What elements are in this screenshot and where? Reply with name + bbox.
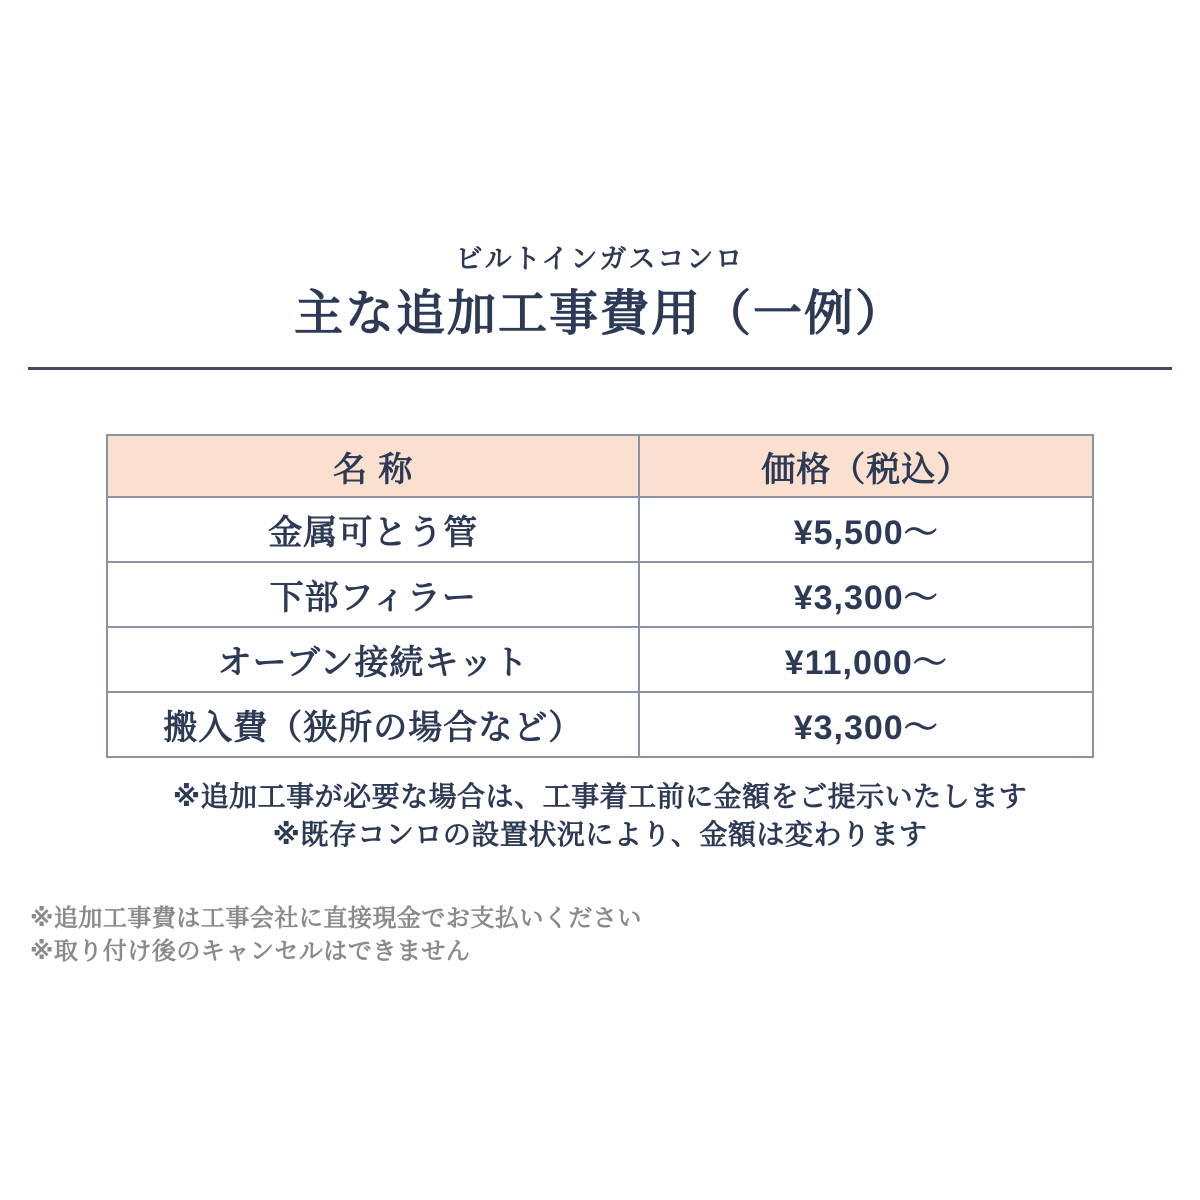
item-price: ¥3,300〜 xyxy=(639,692,1093,757)
table-row xyxy=(107,692,1093,757)
price-table xyxy=(106,434,1094,758)
footer-note-line: ※追加工事費は工事会社に直接現金でお支払いください xyxy=(30,905,642,932)
item-name: 搬入費（狭所の場合など） xyxy=(107,692,639,757)
item-price: ¥3,300〜 xyxy=(639,562,1093,627)
table-note-line: ※既存コンロの設置状況により、金額は変わります xyxy=(272,819,928,850)
table-notes xyxy=(0,778,1200,854)
footer-notes xyxy=(30,902,1200,968)
category-subtitle: ビルトインガスコンロ xyxy=(455,244,745,274)
footer-note-line: ※取り付け後のキャンセルはできません xyxy=(30,938,471,965)
title-divider xyxy=(28,367,1172,370)
item-name: 下部フィラー xyxy=(107,562,639,627)
title-block xyxy=(0,0,1200,370)
item-name: 金属可とう管 xyxy=(107,497,639,562)
header-name: 名 称 xyxy=(107,435,639,497)
table-row xyxy=(107,627,1093,692)
page-title: 主な追加工事費用（一例） xyxy=(293,287,906,341)
header-price: 価格（税込） xyxy=(639,435,1093,497)
table-row xyxy=(107,562,1093,627)
item-price: ¥11,000〜 xyxy=(639,627,1093,692)
item-name: オーブン接続キット xyxy=(107,627,639,692)
table-note-line: ※追加工事が必要な場合は、工事着工前に金額をご提示いたします xyxy=(172,781,1028,812)
item-price: ¥5,500〜 xyxy=(639,497,1093,562)
table-row xyxy=(107,497,1093,562)
table-header-row xyxy=(107,435,1093,497)
